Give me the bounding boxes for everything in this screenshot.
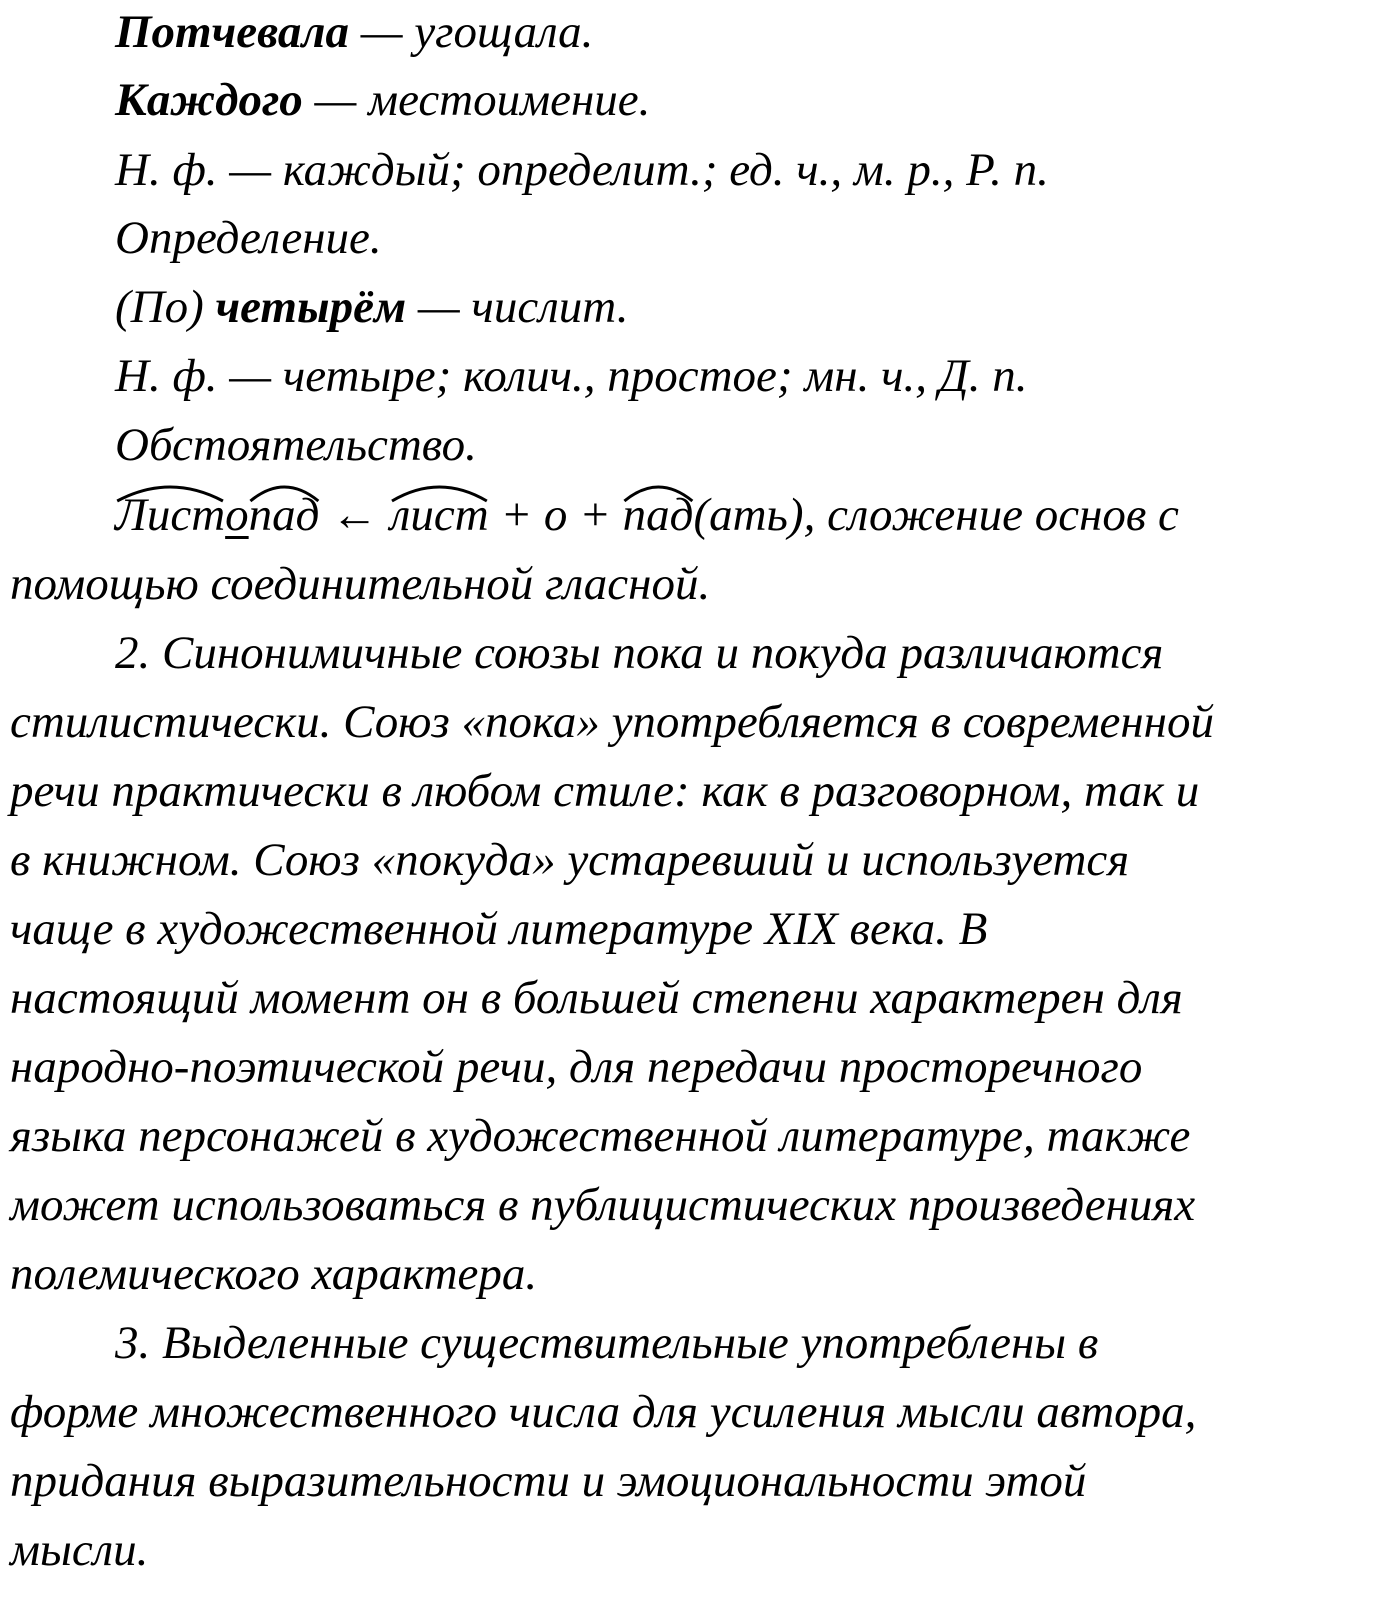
line-potchevala xyxy=(115,2,593,62)
root-arc-word: лист xyxy=(390,485,489,545)
line-word-formation xyxy=(115,485,1179,545)
definition: — числит. xyxy=(406,281,629,333)
arrow-text: ← xyxy=(319,489,390,541)
line-text: чаще в художественной литературе XIX века. В xyxy=(10,903,988,955)
line-text: мысли. xyxy=(10,1524,149,1576)
line-text: 2. Синонимичные союзы пока и покуда различаются xyxy=(115,627,1164,679)
root-arc-icon xyxy=(115,477,225,503)
line-text: форме множественного числа для усиления мысли автора, xyxy=(10,1386,1197,1438)
line-text: стилистически. Союз «пока» употребляется в современной xyxy=(10,696,1214,748)
bold-word: Потчевала xyxy=(115,6,349,58)
line-obstoyatelstvo: Обстоятельство. xyxy=(115,419,477,471)
line-text: 3. Выделенные существительные употреблены в xyxy=(115,1317,1099,1369)
definition: — местоимение. xyxy=(302,74,651,126)
root-arc-word: пад xyxy=(249,485,320,545)
line-text: настоящий момент он в большей степени характерен для xyxy=(10,972,1183,1024)
explanation-text: (ать), сложение основ с xyxy=(693,489,1179,541)
line-chetyrem xyxy=(115,277,628,337)
line-text: может использоваться в публицистических произведениях xyxy=(10,1179,1196,1231)
line-text: языка персонажей в художественной литературе, также xyxy=(10,1110,1191,1162)
line-text: полемического характера. xyxy=(10,1248,538,1300)
line-text: помощью соединительной гласной. xyxy=(10,558,711,610)
line-text: речи практически в любом стиле: как в разговорном, так и xyxy=(10,765,1200,817)
line-text: народно-поэтической речи, для передачи просторечного xyxy=(10,1041,1143,1093)
plus-text: + о + xyxy=(488,489,623,541)
line-kazhdogo xyxy=(115,70,650,130)
connecting-vowel: о xyxy=(225,489,249,541)
root-arc-word: пад xyxy=(623,485,694,545)
line-text: в книжном. Союз «покуда» устаревший и используется xyxy=(10,834,1130,886)
bold-word: Каждого xyxy=(115,74,303,126)
root-arc-icon xyxy=(249,477,320,503)
root-arc-icon xyxy=(390,477,489,503)
line-kazhdyi-analysis: Н. ф. — каждый; определит.; ед. ч., м. р., Р. п. xyxy=(115,144,1049,196)
bold-word: четырём xyxy=(215,281,407,333)
line-text: придания выразительности и эмоциональности этой xyxy=(10,1455,1087,1507)
line-opredelenie: Определение. xyxy=(115,212,382,264)
prefix: (По) xyxy=(115,281,216,333)
root-arc-word: Лист xyxy=(115,485,225,545)
line-chetyre-analysis: Н. ф. — четыре; колич., простое; мн. ч., Д. п. xyxy=(115,350,1028,402)
definition: — угощала. xyxy=(348,6,594,58)
root-arc-icon xyxy=(623,477,694,503)
